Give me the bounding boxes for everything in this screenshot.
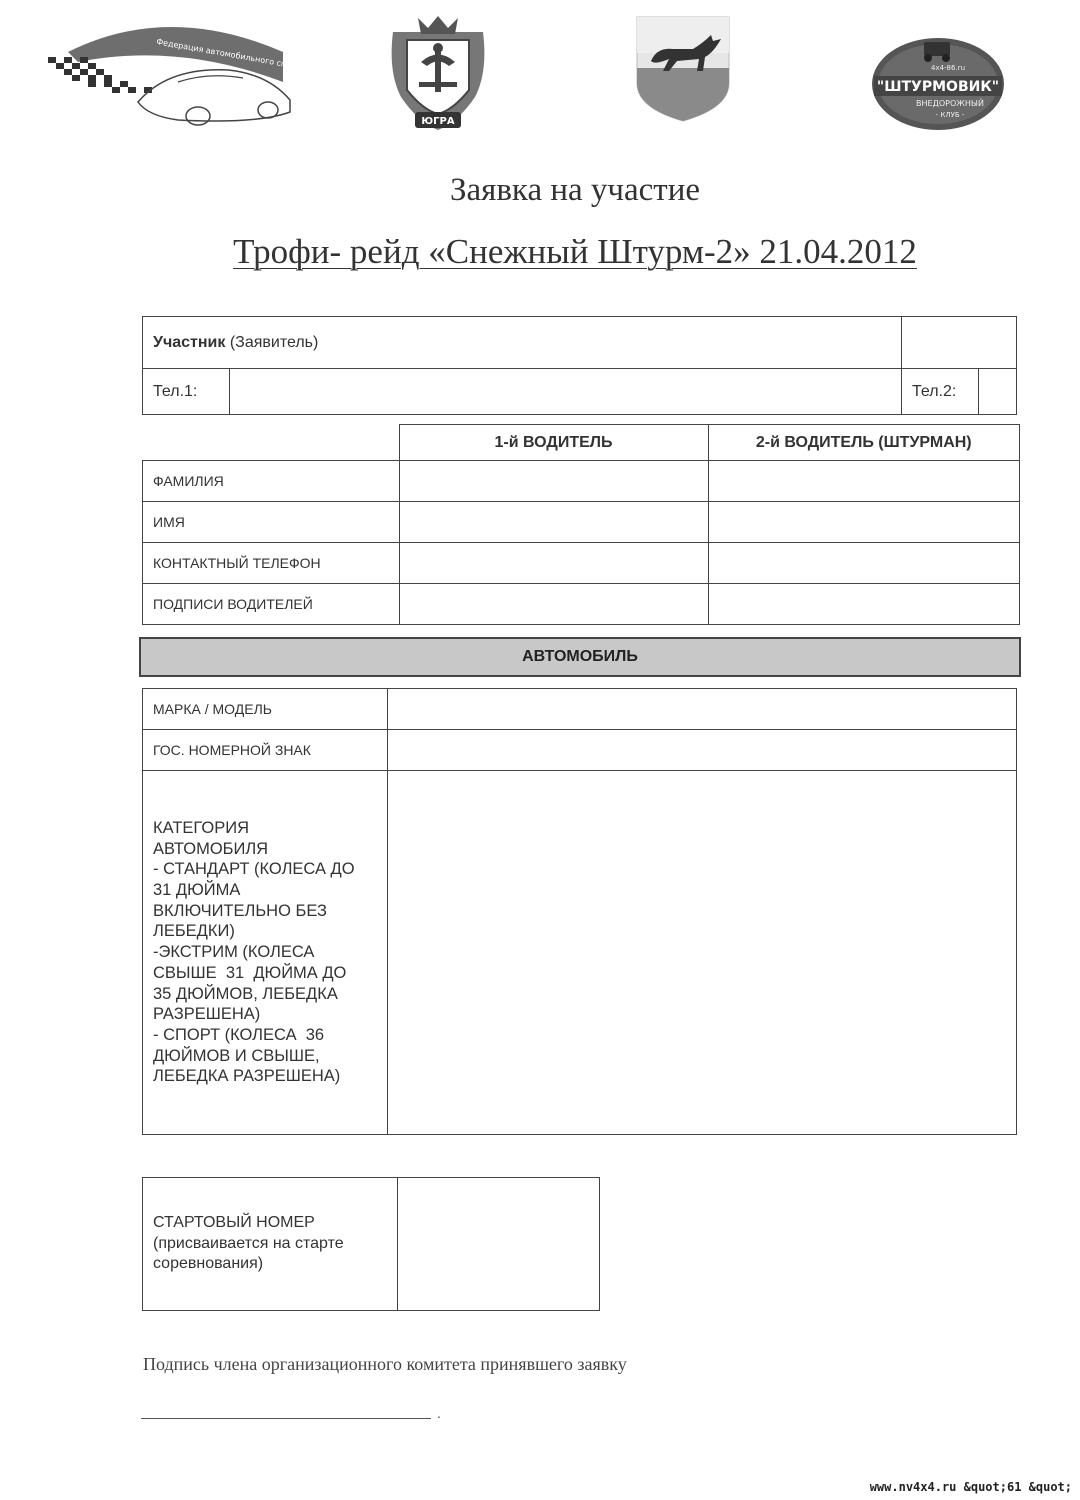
start-number-line1: СТАРТОВЫЙ НОМЕР [153,1214,315,1232]
applicant-label [143,317,902,369]
svg-text:Федерация автомобильного спорт: Федерация автомобильного спорта [155,37,298,73]
applicant-table [142,316,1017,415]
signatures-label: ПОДПИСИ ВОДИТЕЛЕЙ [143,584,400,625]
applicant-label-rest: (Заявитель) [225,333,319,351]
make-model-field[interactable] [388,689,1017,730]
shturmovik-club-logo [868,32,1008,132]
driver2-phone-field[interactable] [708,543,1020,584]
drivers-table [142,424,1020,625]
category-field[interactable] [388,771,1017,1135]
svg-text:ЮГРА: ЮГРА [421,116,455,127]
driver1-surname-field[interactable] [399,461,708,502]
form-title: Заявка на участие [449,172,701,208]
name-label: ИМЯ [143,502,400,543]
event-title-text: Трофи- рейд «Снежный Штурм-2» 21.04.2012 [233,232,917,271]
car-section-header [139,637,1021,677]
plate-field[interactable] [388,730,1017,771]
category-line: - СПОРТ (КОЛЕСА 36 [153,1025,325,1044]
start-number-label [143,1178,398,1311]
category-line: ДЮЙМОВ И СВЫШЕ, [153,1046,320,1065]
site-watermark: www.nv4x4.ru &quot;61 &quot; [869,1480,1072,1494]
svg-text:ВНЕДОРОЖНЫЙ: ВНЕДОРОЖНЫЙ [916,99,984,108]
svg-text:"ШТУРМОВИК": "ШТУРМОВИК" [876,79,1000,95]
surname-label: ФАМИЛИЯ [143,461,400,502]
driver1-phone-field[interactable] [399,543,708,584]
tel1-field[interactable] [230,369,902,415]
category-line: СВЫШЕ 31 ДЮЙМА ДО [153,963,347,982]
start-number-line3: соревнования) [153,1255,264,1273]
phone-label: КОНТАКТНЫЙ ТЕЛЕФОН [143,543,400,584]
driver1-header: 1-й ВОДИТЕЛЬ [399,425,708,461]
category-line: -ЭКСТРИМ (КОЛЕСА [153,943,315,962]
committee-signature-label: Подпись члена организационного комитета принявшего заявку [143,1354,627,1374]
category-line: 31 ДЮЙМА [153,881,241,900]
category-line: ВКЛЮЧИТЕЛЬНО БЕЗ [153,901,327,920]
applicant-label-bold: Участник [153,333,226,351]
start-number-line2: (присваивается на старте [153,1234,344,1252]
event-title [0,232,1080,272]
tel2-label: Тел.2: [901,369,978,415]
driver2-signature-field[interactable] [708,584,1020,625]
applicant-field[interactable] [901,317,1016,369]
svg-text:4x4-86.ru: 4x4-86.ru [930,64,966,72]
start-number-table [142,1177,600,1311]
category-line: - СТАНДАРТ (КОЛЕСА ДО [153,860,355,879]
plate-label: ГОС. НОМЕРНОЙ ЗНАК [143,730,388,771]
svg-text:- КЛУБ -: - КЛУБ - [935,111,965,119]
category-line: 35 ДЮЙМОВ, ЛЕБЕДКА [153,984,338,1003]
signature-dot: . [437,1405,441,1421]
driver1-signature-field[interactable] [399,584,708,625]
driver2-name-field[interactable] [708,502,1020,543]
category-line: ЛЕБЕДКА РАЗРЕШЕНА) [153,1067,341,1086]
committee-signature-line[interactable] [141,1418,431,1419]
drivers-corner [143,425,400,461]
category-line: АВТОМОБИЛЯ [153,839,269,858]
driver2-header: 2-й ВОДИТЕЛЬ (ШТУРМАН) [708,425,1020,461]
federation-logo [28,12,298,132]
ugra-coat-of-arms [383,12,493,134]
make-model-label: МАРКА / МОДЕЛЬ [143,689,388,730]
category-line: РАЗРЕШЕНА) [153,1005,261,1024]
category-line: КАТЕГОРИЯ [153,818,250,837]
tel1-label: Тел.1: [143,369,230,415]
driver2-surname-field[interactable] [708,461,1020,502]
tel2-field[interactable] [978,369,1016,415]
start-number-field[interactable] [398,1178,600,1311]
car-section-header-label: АВТОМОБИЛЬ [522,648,638,665]
category-label [143,771,388,1135]
category-line: ЛЕБЕДКИ) [153,922,235,941]
car-table [142,688,1017,1135]
driver1-name-field[interactable] [399,502,708,543]
fox-coat-of-arms [633,13,743,123]
